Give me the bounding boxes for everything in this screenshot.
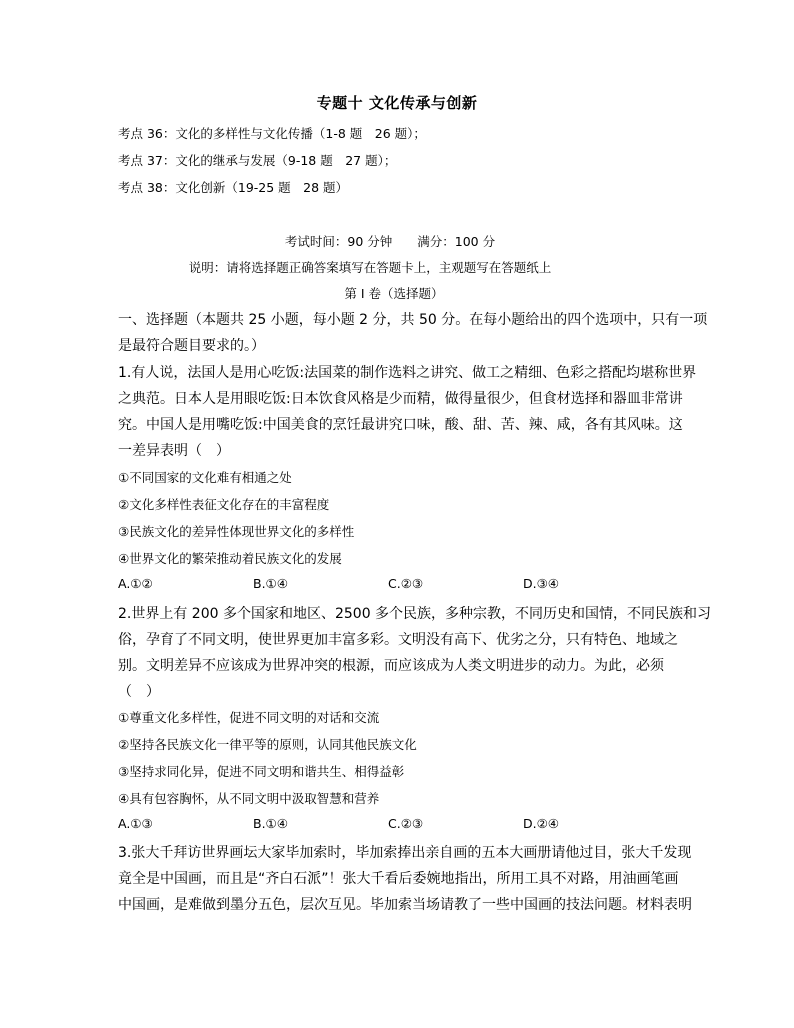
q2-choices <box>118 816 678 831</box>
instruction: 说明：请将选择题正确答案填写在答题卡上，主观题写在答题纸上 <box>188 260 552 275</box>
section-intro-line: 是最符合题目要求的。） <box>118 338 265 354</box>
q1-stem-line: 之典范。日本人是用眼吃饭:日本饮食风格是少而精，做得量很少，但食材选择和器皿非常讲 <box>118 391 683 407</box>
q3-stem-line: 3.张大千拜访世界画坛大家毕加索时，毕加索捧出亲自画的五本大画册请他过目，张大千发现 <box>118 845 692 861</box>
q2-stem-line: 别。文明差异不应该成为世界冲突的根源，而应该成为人类文明进步的动力。为此，必须 <box>118 658 664 674</box>
q2-option: ①尊重文化多样性，促进不同文明的对话和交流 <box>118 710 380 725</box>
kaodian-37: 考点 37：文化的继承与发展（9-18 题 27 题）； <box>118 153 397 168</box>
q2-option: ③坚持求同化异，促进不同文明和谐共生、相得益彰 <box>118 764 405 779</box>
q3-stem-line: 中国画，是难做到墨分五色，层次互见。毕加索当场请教了一些中国画的技法问题。材料表明 <box>118 897 692 913</box>
q2-choice-c: C.②③ <box>388 816 424 831</box>
q1-option: ③民族文化的差异性体现世界文化的多样性 <box>118 524 355 539</box>
q2-stem-line: 俗，孕育了不同文明，使世界更加丰富多彩。文明没有高下、优劣之分，只有特色、地域之 <box>118 632 678 648</box>
q1-option: ④世界文化的繁荣推动着民族文化的发展 <box>118 551 342 566</box>
q2-option: ④具有包容胸怀，从不同文明中汲取智慧和营养 <box>118 791 380 806</box>
page-title: 专题十 文化传承与创新 <box>316 94 478 112</box>
q1-option: ②文化多样性表征文化存在的丰富程度 <box>118 497 330 512</box>
volume-heading: 第 I 卷（选择题） <box>344 286 444 301</box>
q1-choice-d: D.③④ <box>523 576 560 591</box>
q2-choice-a: A.①③ <box>118 816 153 831</box>
q3-stem-line: 竟全是中国画，而且是“齐白石派”！张大千看后委婉地指出，所用工具不对路，用油画笔画 <box>118 871 679 887</box>
q2-option: ②坚持各民族文化一律平等的原则，认同其他民族文化 <box>118 737 417 752</box>
q1-option: ①不同国家的文化难有相通之处 <box>118 470 292 485</box>
q1-stem-line: 1.有人说，法国人是用心吃饭:法国菜的制作选料之讲究、做工之精细、色彩之搭配均堪称世界 <box>118 365 697 381</box>
q2-stem-line: （ ） <box>118 684 160 700</box>
kaodian-36: 考点 36：文化的多样性与文化传播（1-8 题 26 题）； <box>118 126 426 141</box>
q1-stem-line: 究。中国人是用嘴吃饭:中国美食的烹饪最讲究口味，酸、甜、苦、辣、咸，各有其风味。这 <box>118 417 683 433</box>
q1-choice-c: C.②③ <box>388 576 424 591</box>
q1-stem-line: 一差异表明（ ） <box>118 443 230 459</box>
exam-info: 考试时间：90 分钟 满分：100 分 <box>284 234 496 249</box>
q2-choice-b: B.①④ <box>253 816 288 831</box>
q1-choice-a: A.①② <box>118 576 153 591</box>
q1-choices <box>118 576 678 591</box>
q1-choice-b: B.①④ <box>253 576 288 591</box>
kaodian-38: 考点 38：文化创新（19-25 题 28 题） <box>118 180 349 195</box>
q2-choice-d: D.②④ <box>523 816 560 831</box>
section-intro-line: 一、选择题（本题共 25 小题，每小题 2 分，共 50 分。在每小题给出的四个选项中，只有一项 <box>118 312 708 328</box>
q2-stem-line: 2.世界上有 200 多个国家和地区、2500 多个民族，多种宗教，不同历史和国情，不同民族和习 <box>118 606 712 622</box>
